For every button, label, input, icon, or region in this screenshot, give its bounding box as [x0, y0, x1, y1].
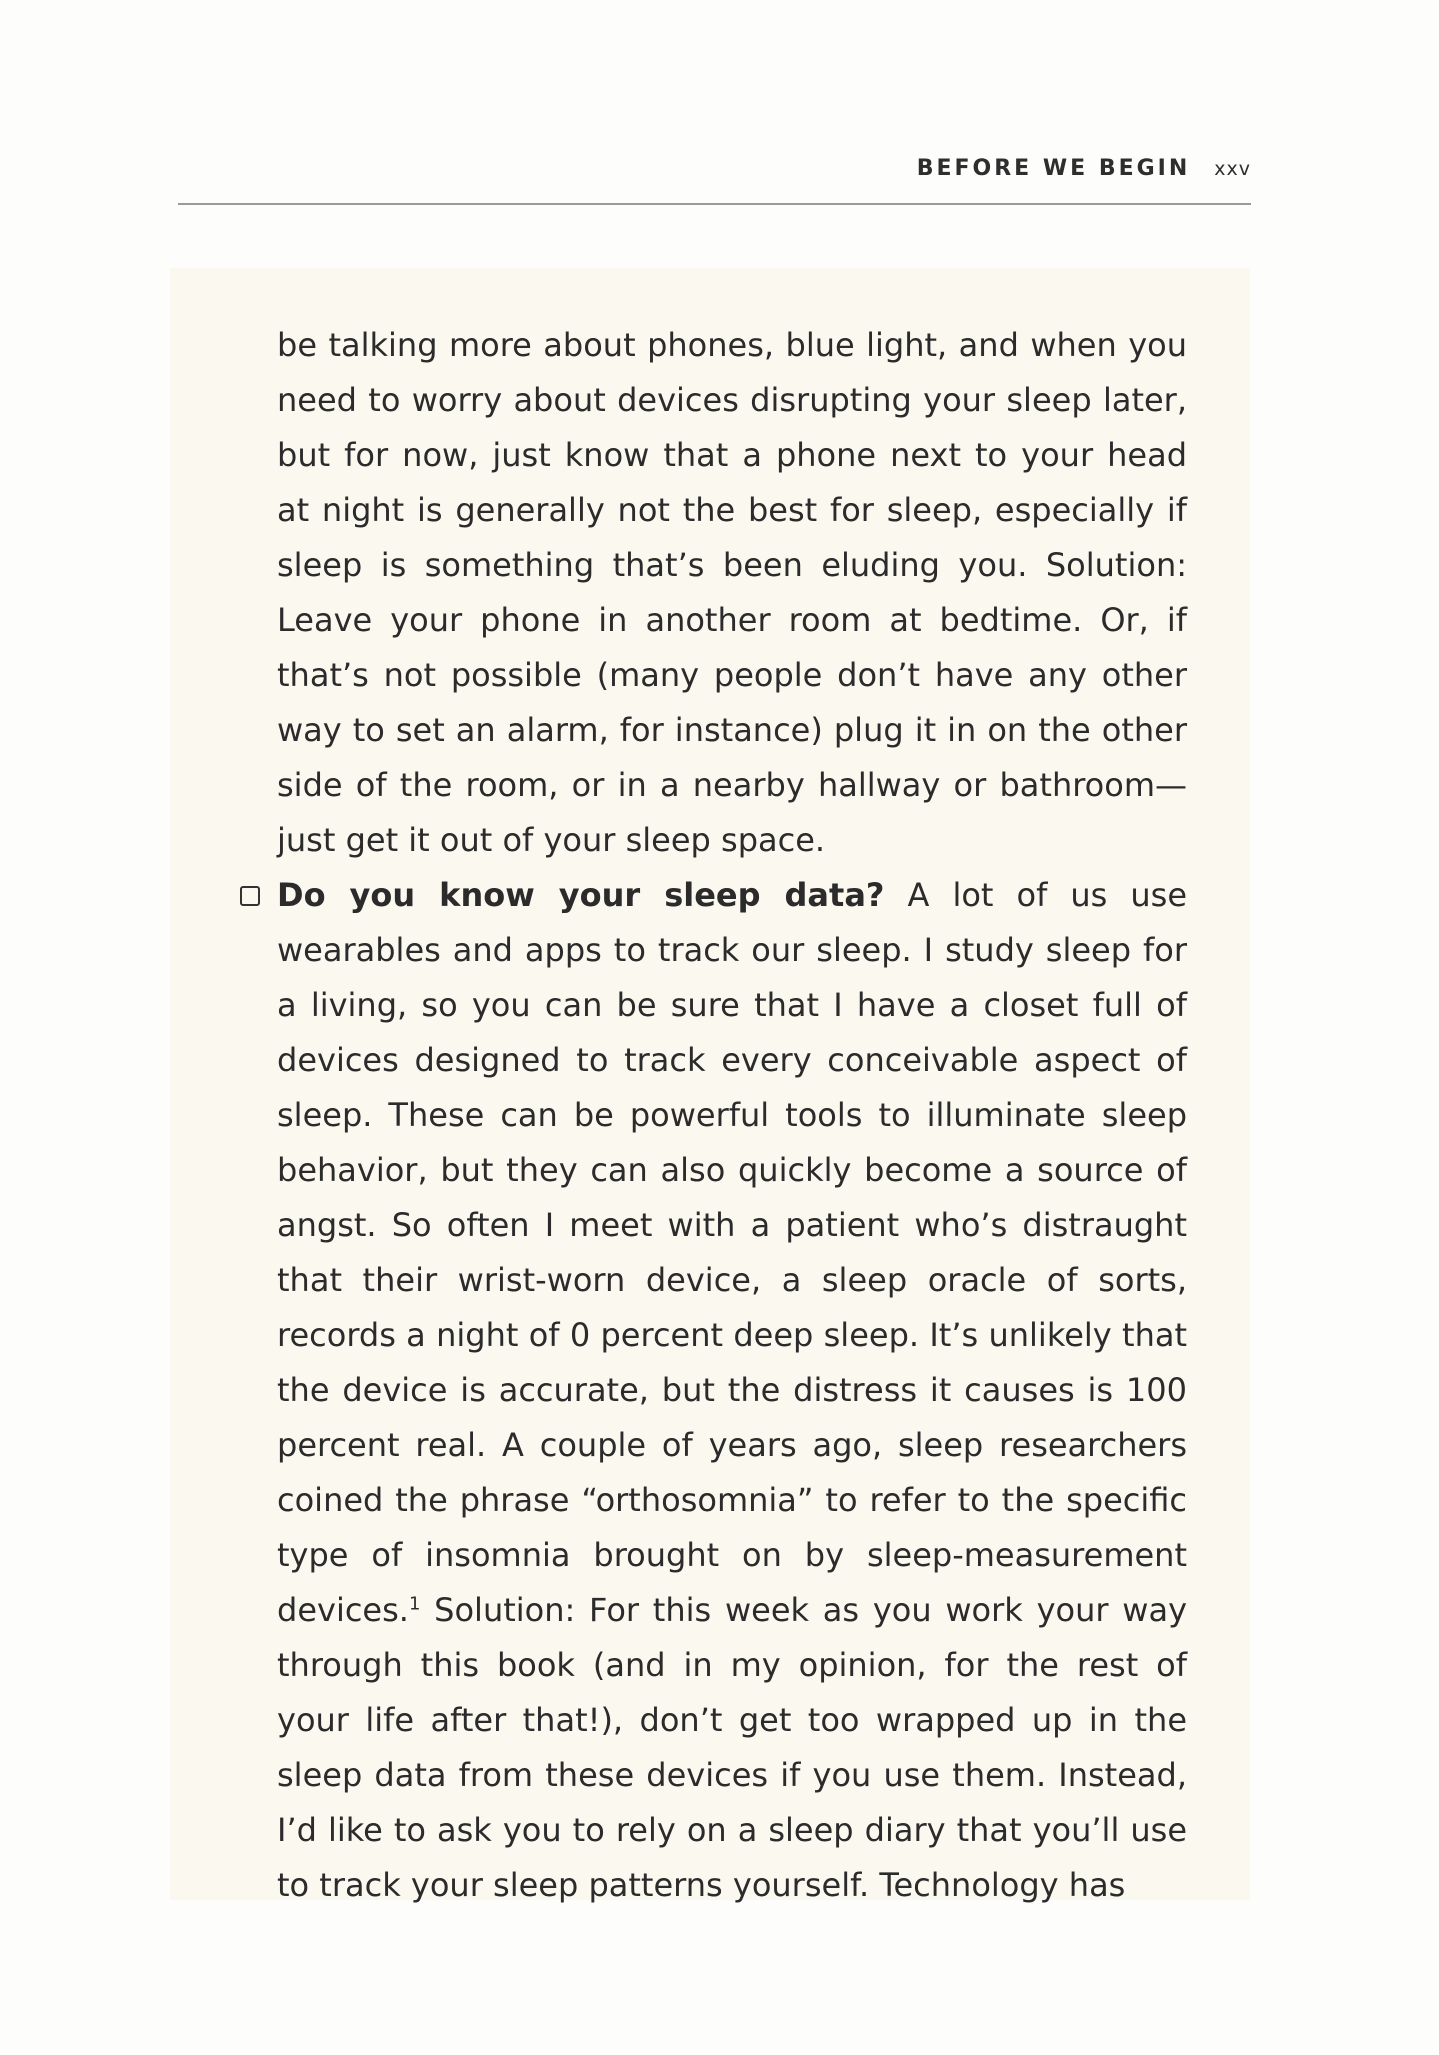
checklist-item-lead: Do you know your sleep data?	[277, 876, 885, 914]
running-head	[917, 156, 1251, 181]
footnote-reference[interactable]: 1	[408, 1593, 421, 1615]
checklist-item-paragraph	[277, 868, 1187, 1913]
running-head-title: BEFORE WE BEGIN	[916, 156, 1191, 181]
continuation-paragraph: be talking more about phones, blue light, and when you need to worry about devices disrupting your sleep later, but for now, just know that a phone next to your head at night is generally not the best for sleep, especially if sleep is something that’s been eluding you. Solution: Leave your phone in another room at bedtime. Or, if that’s not possible (many people don’t have any other way to set an alarm, for instance) plug it in on the other side of the room, or in a nearby hallway or bathroom—just get it out of your sleep space.	[277, 326, 1187, 859]
header-rule	[178, 203, 1251, 205]
checklist-item-text-1: A lot of us use wearables and apps to track our sleep. I study sleep for a living, so you can be sure that I have a closet full of devices designed to track every conceivable aspect of sleep. These can be powerful tools to illuminate sleep behavior, but they can also quickly become a source of angst. So often I meet with a patient who’s distraught that their wrist-worn device, a sleep oracle of sorts, records a night of 0 percent deep sleep. It’s unlikely that the device is accurate, but the distress it causes is 100 percent real. A couple of years ago, sleep researchers coined the phrase “orthosomnia” to refer to the specific type of insomnia brought on by sleep-measurement devices.	[277, 876, 1188, 1629]
page-number: xxv	[1214, 158, 1251, 180]
checklist-item-text-2: Solution: For this week as you work your way through this book (and in my opinion, for the rest of your life after that!), don’t get too wrapped up in the sleep data from these devices if you use them. Instead, I’d like to ask you to rely on a sleep diary that you’ll use to track your sleep patterns yourself. Technology has	[277, 1591, 1187, 1904]
checklist-item-sleep-data	[277, 868, 1187, 1913]
body-text	[277, 318, 1187, 1913]
checkbox-icon	[240, 886, 260, 906]
